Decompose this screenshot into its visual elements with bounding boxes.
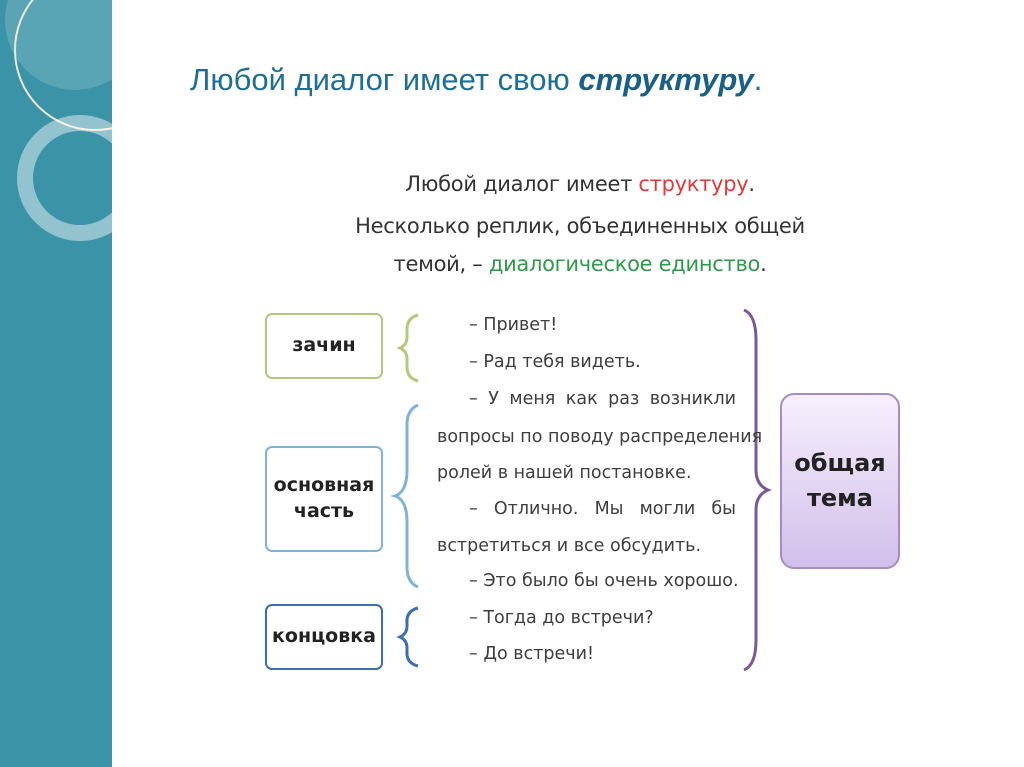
dialogue-line-9: – Тогда до встречи? xyxy=(469,608,654,628)
common-theme-box xyxy=(780,393,900,569)
title-emphasis: структуру xyxy=(578,62,754,97)
slide-title xyxy=(190,62,762,98)
main-part-label-box xyxy=(265,446,383,552)
dialogue-structure-figure xyxy=(240,160,920,700)
dialogue-line-7: встретиться и все обсудить. xyxy=(437,536,702,556)
dialogue-line-6: – Отлично. Мы могли бы xyxy=(469,499,736,519)
main-part-label-line-1: основная xyxy=(273,474,375,497)
sidebar-circles-decoration xyxy=(0,0,112,767)
common-theme-line-2: тема xyxy=(806,484,873,512)
dialogue-line-1: – Привет! xyxy=(469,315,558,335)
title-plain: Любой диалог имеет свою xyxy=(190,62,579,97)
dialogue-line-5: ролей в нашей постановке. xyxy=(437,463,692,483)
ending-label-box xyxy=(265,604,383,670)
dialogue-line-10: – До встречи! xyxy=(469,644,594,664)
dialogue-line-3: – У меня как раз возникли xyxy=(469,389,736,409)
main-part-label-line-2: часть xyxy=(293,500,355,522)
ending-label: концовка xyxy=(272,625,376,648)
figure-heading-text-2: темой, – xyxy=(393,252,489,276)
dialogue-line-8: – Это было бы очень хорошо. xyxy=(469,571,739,591)
dialogue-line-2: – Рад тебя видеть. xyxy=(469,352,641,372)
common-theme-line-1: общая xyxy=(794,449,886,478)
figure-heading-period: . xyxy=(748,172,755,196)
figure-heading-line-2: Несколько реплик, объединенных общей xyxy=(355,214,805,238)
figure-heading-text: Любой диалог имеет xyxy=(405,172,639,196)
start-label: зачин xyxy=(292,334,356,357)
figure-heading-highlight: структуру xyxy=(638,172,749,196)
dialogue-line-4: вопросы по поводу распределения xyxy=(437,427,763,447)
figure-heading-green: диалогическое единство xyxy=(488,252,761,276)
decorative-sidebar xyxy=(0,0,112,767)
figure-heading-period-2: . xyxy=(760,252,767,276)
start-label-box xyxy=(265,313,383,379)
title-end: . xyxy=(753,62,763,97)
